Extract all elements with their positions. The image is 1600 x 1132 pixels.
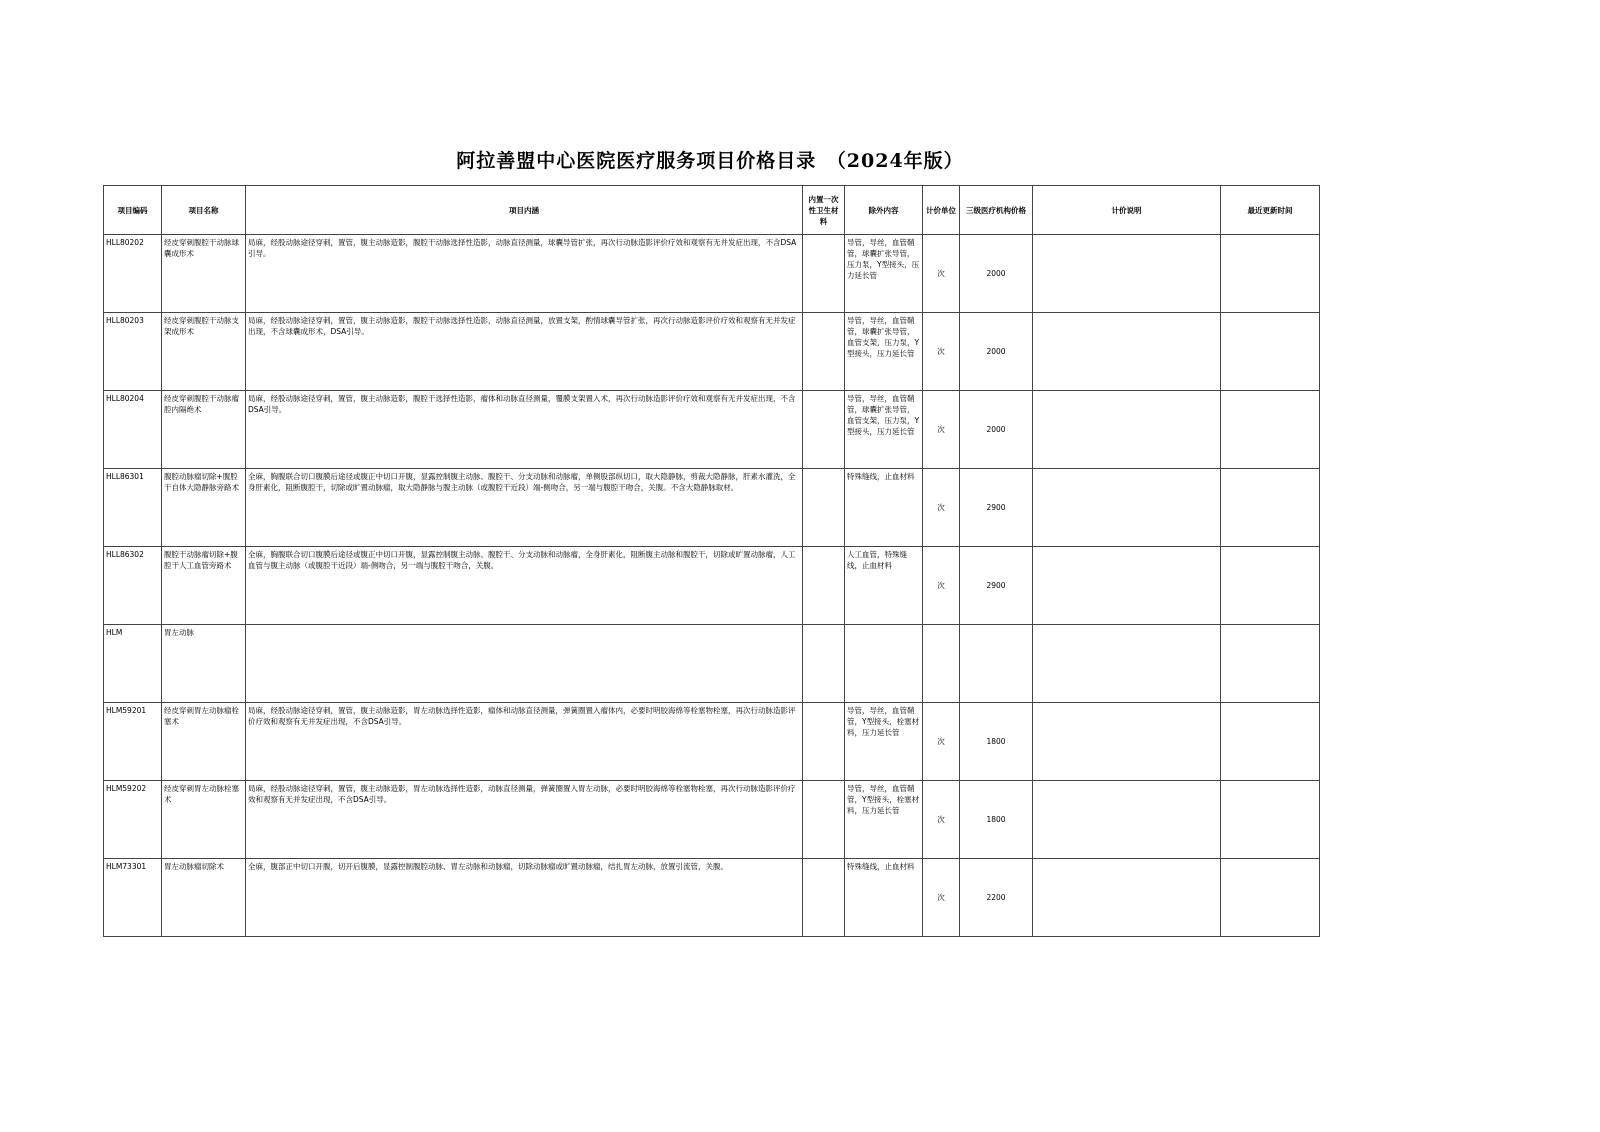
cell-note xyxy=(1033,469,1221,547)
cell-builtin xyxy=(803,313,845,391)
header-content: 项目内涵 xyxy=(246,186,803,235)
cell-unit: 次 xyxy=(923,313,960,391)
cell-builtin xyxy=(803,859,845,937)
cell-note xyxy=(1033,703,1221,781)
cell-price: 1800 xyxy=(960,703,1033,781)
cell-builtin xyxy=(803,703,845,781)
table-row xyxy=(104,313,1320,391)
table-row xyxy=(104,547,1320,625)
cell-price: 2200 xyxy=(960,859,1033,937)
table-row xyxy=(104,703,1320,781)
cell-content: 局麻，经股动脉途径穿刺，置管，腹主动脉造影，胃左动脉选择性造影，瘤体和动脉直径测量，弹簧圈置入瘤体内，必要时明胶海绵等栓塞物栓塞，再次行动脉造影评价疗效和观察有无并发症出现，不含DSA引导。 xyxy=(246,703,803,781)
cell-unit xyxy=(923,625,960,703)
cell-code: HLM59202 xyxy=(104,781,162,859)
cell-excluded: 导管，导丝，血管鞘管，球囊扩张导管，血管支架，压力泵，Y型接头，压力延长管 xyxy=(845,391,923,469)
price-table xyxy=(103,185,1320,937)
cell-code: HLM59201 xyxy=(104,703,162,781)
cell-excluded: 特殊缝线，止血材料 xyxy=(845,469,923,547)
header-note: 计价说明 xyxy=(1033,186,1221,235)
cell-name: 胃左动脉 xyxy=(162,625,246,703)
header-name: 项目名称 xyxy=(162,186,246,235)
cell-content: 局麻，经股动脉途径穿刺，置管，腹主动脉造影，腹腔干选择性造影，瘤体和动脉直径测量，覆膜支架置入术，再次行动脉造影评价疗效和观察有无并发症出现，不含DSA引导。 xyxy=(246,391,803,469)
cell-excluded: 导管，导丝，血管鞘管，Y型接头，栓塞材料，压力延长管 xyxy=(845,781,923,859)
cell-builtin xyxy=(803,625,845,703)
cell-code: HLL80202 xyxy=(104,235,162,313)
cell-price: 2000 xyxy=(960,391,1033,469)
cell-excluded: 导管，导丝，血管鞘管，球囊扩张导管，血管支架，压力泵，Y型接头，压力延长管 xyxy=(845,313,923,391)
cell-builtin xyxy=(803,235,845,313)
cell-note xyxy=(1033,313,1221,391)
table-row xyxy=(104,781,1320,859)
cell-updated xyxy=(1221,547,1320,625)
cell-code: HLL86302 xyxy=(104,547,162,625)
header-updated: 最近更新时间 xyxy=(1221,186,1320,235)
cell-note xyxy=(1033,781,1221,859)
header-code: 项目编码 xyxy=(104,186,162,235)
cell-name: 经皮穿刺胃左动脉瘤栓塞术 xyxy=(162,703,246,781)
table-body xyxy=(104,235,1320,937)
cell-updated xyxy=(1221,391,1320,469)
cell-name: 经皮穿刺腹腔干动脉支架成形术 xyxy=(162,313,246,391)
cell-code: HLL80203 xyxy=(104,313,162,391)
cell-unit: 次 xyxy=(923,547,960,625)
cell-price: 2000 xyxy=(960,313,1033,391)
header-unit: 计价单位 xyxy=(923,186,960,235)
cell-note xyxy=(1033,625,1221,703)
cell-excluded: 特殊缝线，止血材料 xyxy=(845,859,923,937)
cell-price: 2000 xyxy=(960,235,1033,313)
cell-builtin xyxy=(803,781,845,859)
cell-excluded: 导管，导丝，血管鞘管，球囊扩张导管，压力泵，Y型接头，压力延长管 xyxy=(845,235,923,313)
cell-updated xyxy=(1221,781,1320,859)
cell-name: 腹腔干动脉瘤切除+腹腔干人工血管旁路术 xyxy=(162,547,246,625)
cell-code: HLL86301 xyxy=(104,469,162,547)
cell-note xyxy=(1033,391,1221,469)
cell-price xyxy=(960,625,1033,703)
cell-excluded xyxy=(845,625,923,703)
table-row xyxy=(104,391,1320,469)
cell-unit: 次 xyxy=(923,235,960,313)
cell-unit: 次 xyxy=(923,469,960,547)
cell-price: 2900 xyxy=(960,547,1033,625)
cell-price: 2900 xyxy=(960,469,1033,547)
cell-name: 经皮穿刺腹腔干动脉瘤腔内隔绝术 xyxy=(162,391,246,469)
cell-note xyxy=(1033,235,1221,313)
table-row xyxy=(104,235,1320,313)
table-row xyxy=(104,859,1320,937)
cell-note xyxy=(1033,547,1221,625)
cell-content: 全麻，胸腹联合切口腹膜后途径或腹正中切口开腹，显露控制腹主动脉、腹腔干、分支动脉和动脉瘤，全身肝素化，阻断腹主动脉和腹腔干，切除或旷置动脉瘤，人工血管与腹主动脉（或腹腔干近段）端-侧吻合，另一端与腹腔干吻合，关腹。 xyxy=(246,547,803,625)
cell-name: 经皮穿刺胃左动脉栓塞术 xyxy=(162,781,246,859)
cell-code: HLM xyxy=(104,625,162,703)
cell-updated xyxy=(1221,625,1320,703)
cell-updated xyxy=(1221,469,1320,547)
header-builtin: 内置一次性卫生材料 xyxy=(803,186,845,235)
cell-builtin xyxy=(803,469,845,547)
cell-unit: 次 xyxy=(923,703,960,781)
page-title: 阿拉善盟中心医院医疗服务项目价格目录 （2024年版） xyxy=(456,150,964,172)
cell-code: HLM73301 xyxy=(104,859,162,937)
table-row xyxy=(104,625,1320,703)
cell-content: 全麻，胸腹联合切口腹膜后途径或腹正中切口开腹，显露控制腹主动脉、腹腔干、分支动脉和动脉瘤，单侧股部纵切口，取大隐静脉，剪裁大隐静脉，肝素水灌洗，全身肝素化，阻断腹腔干，切除或旷置动脉瘤，取大隐静脉与腹主动脉（或腹腔干近段）端-侧吻合，另一端与腹腔干吻合，关腹。不含大隐静脉取材。 xyxy=(246,469,803,547)
cell-content: 局麻，经股动脉途径穿刺，置管，腹主动脉造影，腹腔干动脉选择性造影，动脉直径测量，放置支架，酌情球囊导管扩张，再次行动脉造影评价疗效和观察有无并发症出现，不含球囊成形术，DSA引导。 xyxy=(246,313,803,391)
cell-updated xyxy=(1221,703,1320,781)
cell-updated xyxy=(1221,859,1320,937)
header-excluded: 除外内容 xyxy=(845,186,923,235)
cell-name: 胃左动脉瘤切除术 xyxy=(162,859,246,937)
cell-unit: 次 xyxy=(923,781,960,859)
cell-excluded: 导管，导丝，血管鞘管，Y型接头，栓塞材料，压力延长管 xyxy=(845,703,923,781)
cell-code: HLL80204 xyxy=(104,391,162,469)
cell-builtin xyxy=(803,547,845,625)
cell-content: 全麻，腹部正中切口开腹，切开后腹膜，显露控制腹腔动脉、胃左动脉和动脉瘤，切除动脉瘤或旷置动脉瘤，结扎胃左动脉，放置引流管，关腹。 xyxy=(246,859,803,937)
cell-name: 经皮穿刺腹腔干动脉球囊成形术 xyxy=(162,235,246,313)
table-header-row xyxy=(104,186,1320,235)
cell-excluded: 人工血管，特殊缝线，止血材料 xyxy=(845,547,923,625)
cell-price: 1800 xyxy=(960,781,1033,859)
cell-note xyxy=(1033,859,1221,937)
cell-content xyxy=(246,625,803,703)
header-price: 三级医疗机构价格 xyxy=(960,186,1033,235)
cell-updated xyxy=(1221,235,1320,313)
cell-content: 局麻，经股动脉途径穿刺，置管，腹主动脉造影，胃左动脉选择性造影，动脉直径测量，弹簧圈置入胃左动脉，必要时明胶海绵等栓塞物栓塞，再次行动脉造影评价疗效和观察有无并发症出现，不含DSA引导。 xyxy=(246,781,803,859)
table-row xyxy=(104,469,1320,547)
cell-unit: 次 xyxy=(923,391,960,469)
cell-content: 局麻，经股动脉途径穿刺，置管，腹主动脉造影，腹腔干动脉选择性造影，动脉直径测量，球囊导管扩张，再次行动脉造影评价疗效和观察有无并发症出现，不含DSA引导。 xyxy=(246,235,803,313)
cell-unit: 次 xyxy=(923,859,960,937)
cell-updated xyxy=(1221,313,1320,391)
cell-builtin xyxy=(803,391,845,469)
cell-name: 腹腔动脉瘤切除+腹腔干自体大隐静脉旁路术 xyxy=(162,469,246,547)
